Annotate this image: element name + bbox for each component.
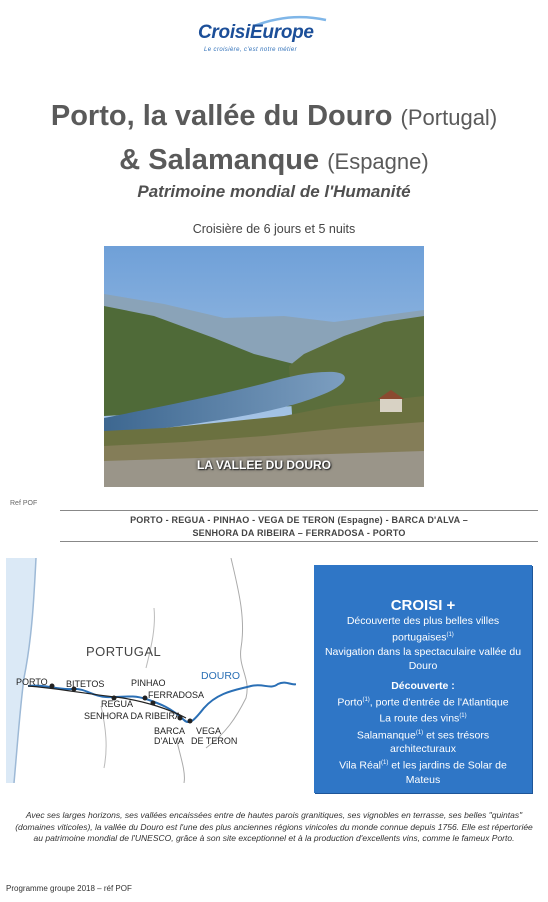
route-line-1: PORTO - REGUA - PINHAO - VEGA DE TERON (Espagne) - BARCA D'ALVA – — [130, 515, 468, 525]
croisi-item-porto: Porto$^{(1)}$, porte d'entrée de l'Atlantique — [337, 696, 509, 708]
route-map — [6, 558, 296, 783]
map-label-senhora: SENHORA DA RIBEIRA — [84, 711, 182, 721]
logo-tagline: Le croisière, c'est notre métier — [204, 47, 297, 53]
map-label-portugal: PORTUGAL — [86, 644, 162, 659]
photo-caption: LA VALLEE DU DOURO — [197, 458, 331, 472]
map-label-bitetos: BITETOS — [66, 679, 105, 689]
map-label-pinhao: PINHAO — [131, 678, 166, 688]
croisi-plus-title: CROISI + — [390, 597, 456, 614]
cruise-duration: Croisière de 6 jours et 5 nuits — [192, 222, 356, 236]
route-line-2: SENHORA DA RIBEIRA – FERRADOSA - PORTO — [192, 528, 406, 538]
croisi-item-navigation: Navigation dans la spectaculaire vallée du Douro — [324, 645, 522, 672]
map-label-dalva: D'ALVA — [154, 736, 184, 746]
title-portugal: (Portugal) — [400, 105, 498, 130]
map-label-porto: PORTO — [16, 677, 48, 687]
route-divider-bottom — [60, 541, 538, 542]
ref-label: Ref POF — [10, 500, 38, 507]
douro-description: Avec ses larges horizons, ses vallées encaissées entre de hautes parois granitiques, ses vignobles en terrasse, ses belles "quintas" (domaines viticoles), la vallée du Douro est l'une des plus anciennes régions vinicoles du monde connue depuis 1756. Elle est répertoriée au patrimoine mondial de l'UNESCO, grâce à son site exceptionnel et à la production d'excellents vins, comme le fameux Porto. — [15, 810, 533, 843]
croisi-item-salamanque: Salamanque$^{(1)}$ et ses trésors architecturaux — [356, 729, 490, 755]
croisi-decouverte-heading: Découverte : — [391, 679, 455, 692]
title-salamanque: & Salamanque — [119, 144, 320, 176]
map-label-barca: BARCA — [154, 726, 186, 736]
landscape-image — [104, 246, 424, 487]
croisi-item-vins: La route des vins$^{(1)}$ — [379, 712, 467, 725]
map-label-regua: REGUA — [101, 699, 134, 709]
map-graphic — [6, 558, 296, 783]
title-porto: Porto, la vallée du Douro — [50, 100, 393, 132]
croisi-item-villes: Découverte des plus belles villes portugaises$^{(1)}$ — [346, 615, 500, 644]
map-label-ferradosa: FERRADOSA — [148, 690, 205, 700]
croisieurope-logo — [190, 14, 360, 64]
map-label-vega: VEGA — [196, 726, 222, 736]
title-line-2 — [0, 144, 548, 177]
map-label-douro: DOURO — [201, 670, 241, 682]
footer-programme: Programme groupe 2018 – réf POF — [6, 884, 132, 893]
map-label-de-teron: DE TERON — [191, 736, 238, 746]
croisi-plus-box — [314, 565, 532, 793]
douro-valley-photo — [104, 246, 424, 487]
title-espagne: (Espagne) — [327, 149, 429, 174]
logo-brand: CroisiEurope — [198, 22, 314, 43]
route-divider-top — [60, 510, 538, 511]
croisi-item-vila-real: Vila Réal$^{(1)}$ et les jardins de Solar de Mateus — [339, 759, 507, 786]
title-patrimoine: Patrimoine mondial de l'Humanité — [137, 182, 411, 201]
title-line-1 — [0, 100, 548, 133]
